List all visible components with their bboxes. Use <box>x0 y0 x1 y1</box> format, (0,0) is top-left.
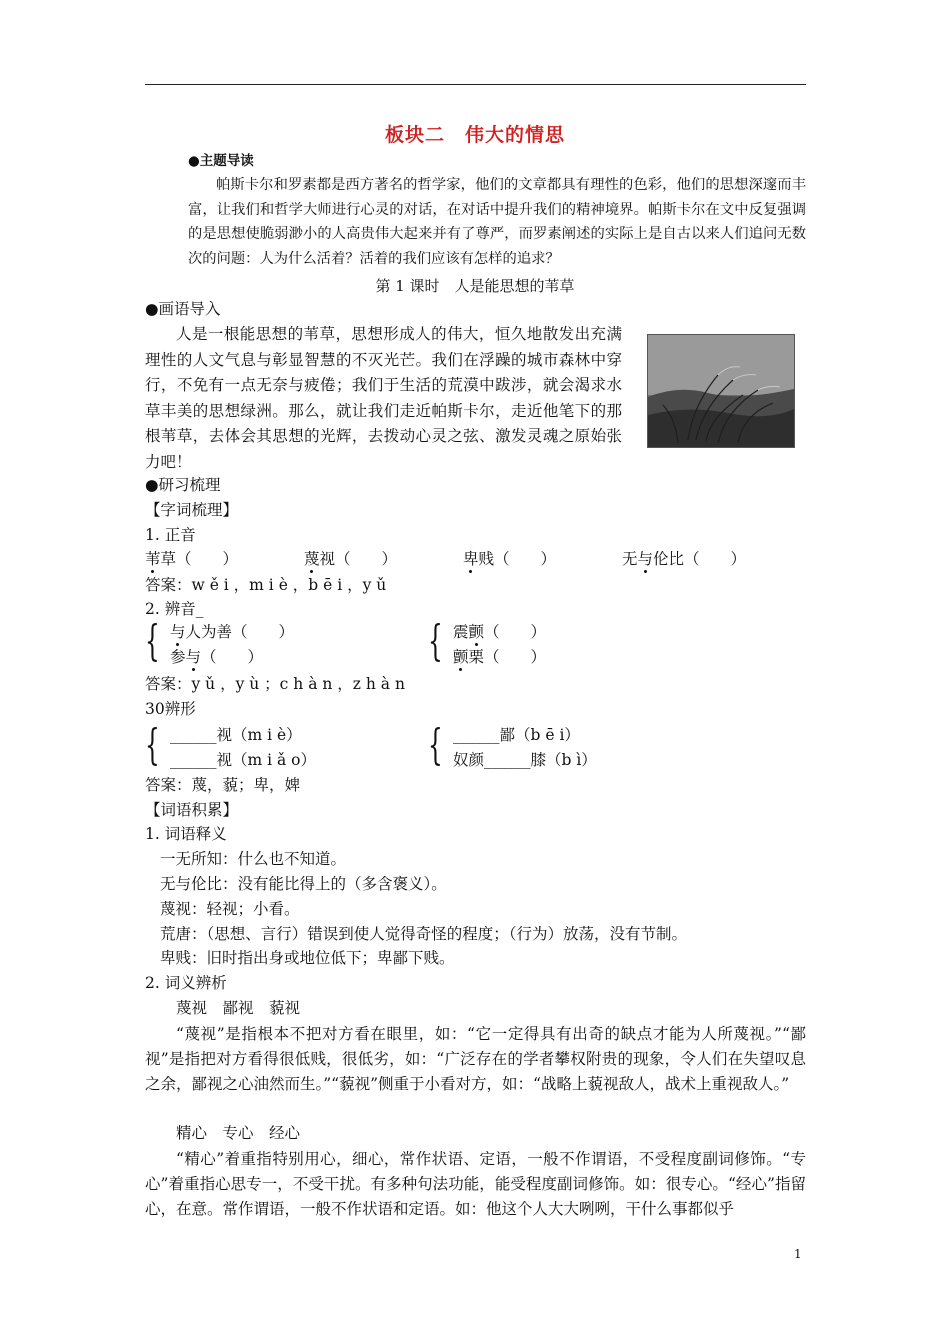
analysis-paragraph: “蔑视”是指根本不把对方看在眼里，如：“它一定得具有出奇的缺点才能为人所蔑视。”“鄙视”是指把对方看得很低贱，很低劣，如：“广泛存在的学者攀权附贵的现象，令人们在失望叹息之余，鄙视之心油然而生。”“藐视”侧重于小看对方，如：“战略上藐视敌人，战术上重视敌人。” <box>145 1025 806 1093</box>
distinguish-answer: 答案：y ǔ ，y ù ；c h à n ，z h à n <box>145 675 405 693</box>
shape-item: ______鄙（b ē i） <box>453 726 580 744</box>
shape-item: ______视（m i è） <box>170 726 302 744</box>
shape-heading: 30辨形 <box>145 700 196 718</box>
intro-paragraph: 人是一根能思想的苇草，思想形成人的伟大，恒久地散发出充满理性的人文气息与彰显智慧的不灭光芒。我们在浮躁的城市森林中穿行，不免有一点无奈与疲倦；我们于生活的荒漠中跋涉，就会渴求水草丰美的思想绿洲。那么，就让我们走近帕斯卡尔，走近他笔下的那根苇草，去体会其思想的光辉，去拨动心灵之弦、激发灵魂之原始张力吧！ <box>145 325 622 471</box>
shape-item: 奴颜______膝（b ì） <box>453 751 597 769</box>
meaning-item: 一无所知：什么也不知道。 <box>160 850 347 868</box>
theme-heading: ●主题导读 <box>188 153 254 169</box>
vocab-heading: 【字词梳理】 <box>145 501 239 519</box>
left-brace: { <box>428 720 443 769</box>
analysis-paragraph: “精心”着重指特别用心，细心，常作状语、定语，一般不作谓语，不受程度副词修饰。“专心”着重指心思专一，不受干扰。有多种句法功能，能受程度副词修饰。如：很专心。“经心”指留心，在意。常作谓语，一般不作状语和定语。如：他这个人大大咧咧，干什么事都似乎 <box>145 1150 806 1218</box>
header-rule <box>145 84 806 85</box>
left-brace: { <box>145 616 160 665</box>
meaning-item: 荒唐：（思想、言行）错误到使人觉得奇怪的程度；（行为）放荡，没有节制。 <box>160 925 688 943</box>
pron-item: 无与伦比（ ） <box>622 550 747 568</box>
lesson-title: 第 1 课时 人是能思想的苇草 <box>375 277 575 295</box>
meaning-item: 卑贱：旧时指出身或地位低下；卑鄙下贱。 <box>160 949 455 967</box>
left-brace: { <box>145 720 160 769</box>
distinguish-heading: 2. 辨音_ <box>145 600 204 618</box>
pron-item: 卑贱（ ） <box>463 550 557 568</box>
reed-photo <box>647 334 795 448</box>
pronunciation-heading: 1. 正音 <box>145 526 196 544</box>
theme-paragraph: 帕斯卡尔和罗素都是西方著名的哲学家，他们的文章都具有理性的色彩，他们的思想深邃而丰富，让我们和哲学大师进行心灵的对话，在对话中提升我们的精神境界。帕斯卡尔在文中反复强调的是思想使脆弱渺小的人高贵伟大起来并有了尊严，而罗素阐述的实际上是自古以来人们追问无数次的问题：人为什么活着？活着的我们应该有怎样的追求？ <box>188 177 806 267</box>
distinguish-item: 与人为善（ ） <box>170 623 295 641</box>
reed-illustration <box>648 335 794 447</box>
analysis-group-title: 蔑视 鄙视 藐视 <box>176 999 301 1017</box>
words-heading: 【词语积累】 <box>145 801 239 819</box>
meaning-heading: 1. 词语释义 <box>145 825 227 843</box>
distinguish-item: 参与（ ） <box>170 648 264 666</box>
meaning-item: 无与伦比：没有能比得上的（多含褒义）。 <box>160 875 447 893</box>
page-number: 1 <box>794 1247 802 1261</box>
analysis-group-title: 精心 专心 经心 <box>176 1124 301 1142</box>
pron-item: 蔑视（ ） <box>304 550 398 568</box>
intro-heading: ●画语导入 <box>145 300 221 318</box>
analysis-heading: 2. 词义辨析 <box>145 974 227 992</box>
distinguish-item: 颤栗（ ） <box>453 648 547 666</box>
shape-item: ______视（m i ǎ o） <box>170 751 317 769</box>
distinguish-item: 震颤（ ） <box>453 623 547 641</box>
meaning-item: 蔑视：轻视；小看。 <box>160 900 300 918</box>
pron-answer: 答案：w ě i ，m i è ，b ē i ，y ǔ <box>145 576 387 594</box>
pron-item: 苇草（ ） <box>145 550 239 568</box>
left-brace: { <box>428 616 443 665</box>
study-heading: ●研习梳理 <box>145 476 221 494</box>
section-title: 板块二 伟大的情思 <box>384 124 565 146</box>
shape-answer: 答案：蔑，藐；卑，婢 <box>145 776 301 794</box>
